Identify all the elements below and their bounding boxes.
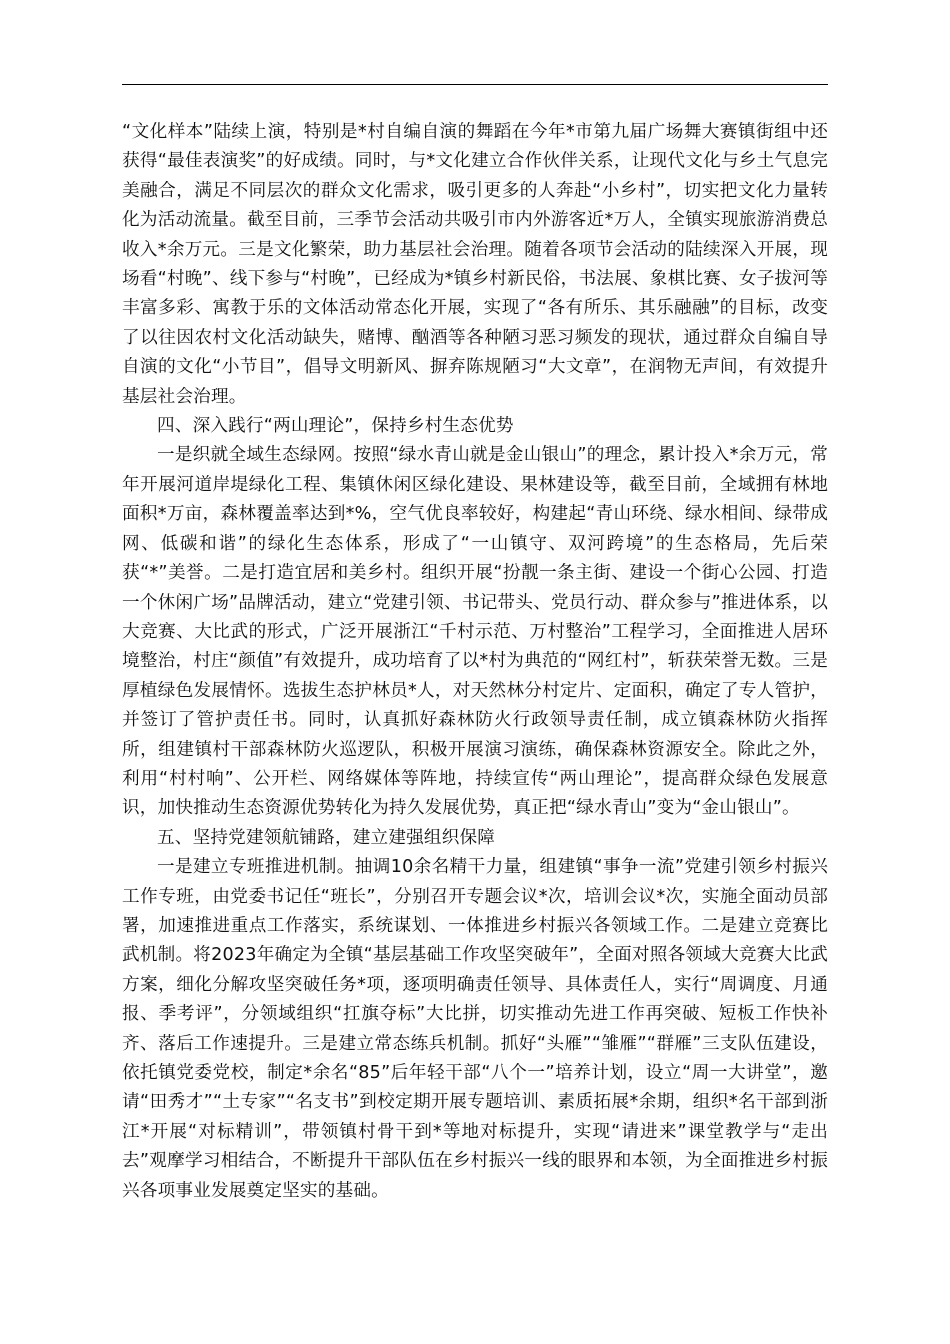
header-rule xyxy=(122,84,828,85)
body-paragraph-party-building: 一是建立专班推进机制。抽调10余名精干力量，组建镇“事争一流”党建引领乡村振兴工作专班，由党委书记任“班长”，分别召开专题会议*次，培训会议*次，实施全面动员部署，加速推进重点工作落实，系统谋划、一体推进乡村振兴各领域工作。二是建立竞赛比武机制。将2023年确定为全镇“基层基础工作攻坚突破年”，全面对照各领域大竞赛大比武方案，细化分解攻坚突破任务*项，逐项明确责任领导、具体责任人，实行“周调度、月通报、季考评”，分领域组织“扛旗夺标”大比拼，切实推动先进工作再突破、短板工作快补齐、落后工作速提升。三是建立常态练兵机制。抓好“头雁”“雏雁”“群雁”三支队伍建设，依托镇党委党校，制定*余名“85”后年轻干部“八个一”培养计划，设立“周一大讲堂”，邀请“田秀才”“土专家”“名支书”到校定期开展专题培训、素质拓展*余期，组织*名干部到浙江*开展“对标精训”，带领镇村骨干到*等地对标提升，实现“请进来”课堂教学与“走出去”观摩学习相结合，不断提升干部队伍在乡村振兴一线的眼界和本领，为全面推进乡村振兴各项事业发展奠定坚实的基础。 xyxy=(122,857,828,1201)
body-paragraph-ecology: 一是织就全域生态绿网。按照“绿水青山就是金山银山”的理念，累计投入*余万元，常年开展河道岸堤绿化工程、集镇休闲区绿化建设、果林建设等，截至目前，全域拥有林地面积*万亩，森林覆盖率达到*%，空气优良率较好，构建起“青山环绕、绿水相间、绿带成网、低碳和谐”的绿化生态体系，形成了“一山镇守、双河跨境”的生态格局，先后荣获“*”美誉。二是打造宜居和美乡村。组织开展“扮靓一条主街、建设一个街心公园、打造一个休闲广场”品牌活动，建立“党建引领、书记带头、党员行动、群众参与”推进体系，以大竞赛、大比武的形式，广泛开展浙江“千村示范、万村整治”工程学习，全面推进人居环境整治，村庄“颜值”有效提升，成功培育了以*村为典范的“网红村”，斩获荣誉无数。三是厚植绿色发展情怀。选拔生态护林员*人，对天然林分村定片、定面积，确定了专人管护，并签订了管护责任书。同时，认真抓好森林防火行政领导责任制，成立镇森林防火指挥所，组建镇村干部森林防火巡逻队，积极开展演习演练，确保森林资源安全。除此之外，利用“村村响”、公开栏、网络媒体等阵地，持续宣传“两山理论”，提高群众绿色发展意识，加快推动生态资源优势转化为持久发展优势，真正把“绿水青山”变为“金山银山”。 xyxy=(122,445,828,819)
document-body xyxy=(122,118,828,1206)
section-heading-five: 五、坚持党建领航铺路，建立建强组织保障 xyxy=(157,827,496,848)
section-heading-four: 四、深入践行“两山理论”，保持乡村生态优势 xyxy=(157,416,514,437)
body-paragraph-culture: “文化样本”陆续上演，特别是*村自编自演的舞蹈在今年*市第九届广场舞大赛镇街组中还获得“最佳表演奖”的好成绩。同时，与*文化建立合作伙伴关系，让现代文化与乡土气息完美融合，满足不同层次的群众文化需求，吸引更多的人奔赴“小乡村”，切实把文化力量转化为活动流量。截至目前，三季节会活动共吸引市内外游客近*万人，全镇实现旅游消费总收入*余万元。三是文化繁荣，助力基层社会治理。随着各项节会活动的陆续深入开展，现场看“村晚”、线下参与“村晚”，已经成为*镇乡村新民俗，书法展、象棋比赛、女子拔河等丰富多彩、寓教于乐的文体活动常态化开展，实现了“各有所乐、其乐融融”的目标，改变了以往因农村文化活动缺失，赌博、酗酒等各种陋习恶习频发的现状，通过群众自编自导自演的文化“小节目”，倡导文明新风、摒弃陈规陋习“大文章”，在润物无声间，有效提升基层社会治理。 xyxy=(122,122,828,407)
